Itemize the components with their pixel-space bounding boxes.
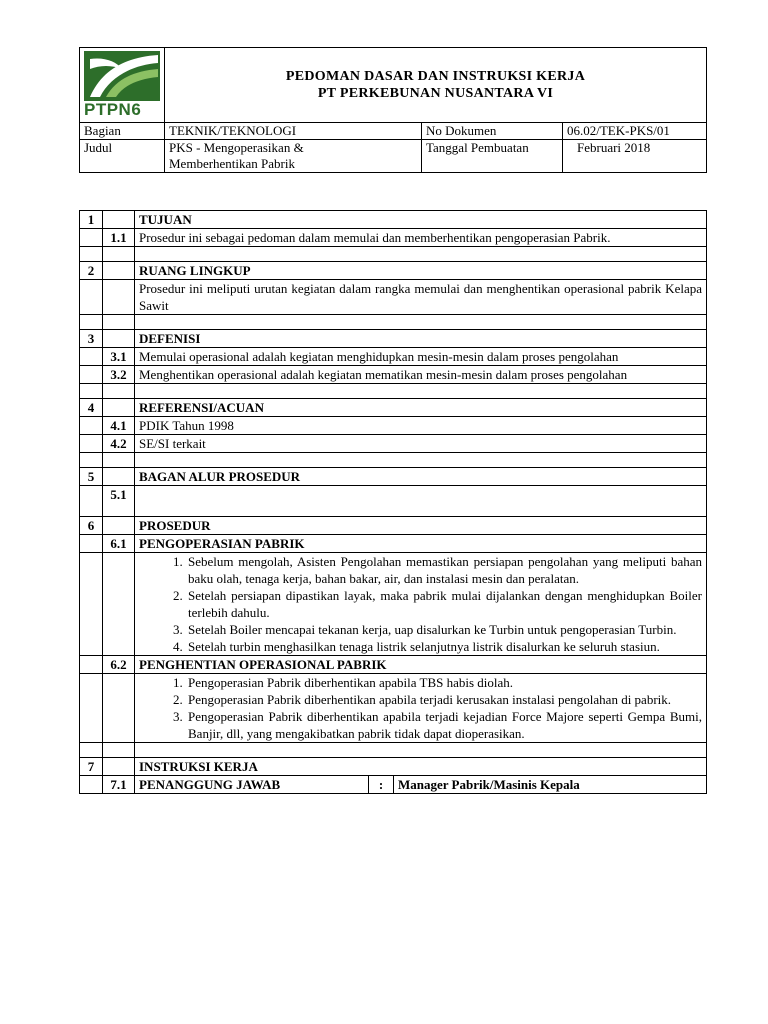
- subsection-number: 7.1: [103, 776, 135, 794]
- judul-value: [165, 140, 422, 173]
- judul-line-1: PKS - Mengoperasikan &: [169, 140, 304, 155]
- section-number: 3: [80, 330, 103, 348]
- logo-emblem-icon: [82, 49, 162, 103]
- section-title: INSTRUKSI KERJA: [135, 758, 707, 776]
- subsection-number: 3.1: [103, 348, 135, 366]
- subsection-number: 6.2: [103, 656, 135, 674]
- bagan-alur-content: [135, 486, 707, 517]
- subsection-number: 4.1: [103, 417, 135, 435]
- company-logo-cell: [80, 48, 165, 123]
- list-item: 4. Setelah turbin menghasilkan tenaga listrik selanjutnya listrik disalurkan ke seluruh stasiun.: [186, 638, 702, 655]
- no-dokumen-value: 06.02/TEK-PKS/01: [563, 123, 707, 140]
- colon-separator: :: [369, 776, 394, 794]
- section-title: DEFENISI: [135, 330, 707, 348]
- section-title: BAGAN ALUR PROSEDUR: [135, 468, 707, 486]
- penanggung-jawab-label: PENANGGUNG JAWAB: [135, 776, 369, 794]
- section-row: [80, 211, 707, 229]
- document-header-table: [79, 47, 707, 173]
- subsection-number: 6.1: [103, 535, 135, 553]
- document-title: [165, 48, 707, 123]
- bagian-label: Bagian: [80, 123, 165, 140]
- tanggal-value: Februari 2018: [563, 140, 707, 173]
- title-line-1: PEDOMAN DASAR DAN INSTRUKSI KERJA: [285, 69, 586, 84]
- section-number: 4: [80, 399, 103, 417]
- section-number: 5: [80, 468, 103, 486]
- list-item: 2. Setelah persiapan dipastikan layak, maka pabrik mulai dijalankan dengan menghidupkan Boiler terlebih dahulu.: [186, 587, 702, 621]
- ruang-lingkup-text: Prosedur ini meliputi urutan kegiatan dalam rangka memulai dan menghentikan operasional pabrik Kelapa Sawit: [135, 280, 707, 315]
- subsection-number: 1.1: [103, 229, 135, 247]
- list-item: 2. Pengoperasian Pabrik diberhentikan apabila terjadi kerusakan instalasi pengolahan di pabrik.: [186, 691, 702, 708]
- subsection-title: PENGHENTIAN OPERASIONAL PABRIK: [135, 656, 707, 674]
- section-title: REFERENSI/ACUAN: [135, 399, 707, 417]
- bagian-value: TEKNIK/TEKNOLOGI: [165, 123, 422, 140]
- list-item: 1. Sebelum mengolah, Asisten Pengolahan memastikan persiapan pengolahan yang meliputi bahan baku olah, tenaga kerja, bahan bakar, air, dan instalasi mesin dan peralatan.: [186, 553, 702, 587]
- subsection-number: 4.2: [103, 435, 135, 453]
- section-number: 2: [80, 262, 103, 280]
- list-item: 1. Pengoperasian Pabrik diberhentikan apabila TBS habis diolah.: [186, 674, 702, 691]
- subsection-text: PDIK Tahun 1998: [135, 417, 707, 435]
- ptpn6-logo: [82, 49, 162, 121]
- section-title: RUANG LINGKUP: [135, 262, 707, 280]
- list-item: 3. Setelah Boiler mencapai tekanan kerja, uap disalurkan ke Turbin untuk pengoperasian Turbin.: [186, 621, 702, 638]
- procedure-table: [79, 210, 707, 794]
- tanggal-label: Tanggal Pembuatan: [422, 140, 563, 173]
- title-line-2: PT PERKEBUNAN NUSANTARA VI: [317, 86, 554, 101]
- penghentian-steps: [135, 674, 707, 743]
- subsection-number: 3.2: [103, 366, 135, 384]
- section-number: 1: [80, 211, 103, 229]
- penanggung-jawab-value: Manager Pabrik/Masinis Kepala: [394, 776, 707, 794]
- subsection-text: SE/SI terkait: [135, 435, 707, 453]
- list-item: 3. Pengoperasian Pabrik diberhentikan apabila terjadi kejadian Force Majore seperti Gempa Bumi, Banjir, dll, yang mengakibatkan pabrik tidak dapat dioperasikan.: [186, 708, 702, 742]
- judul-line-2: Memberhentikan Pabrik: [169, 156, 295, 171]
- judul-label: Judul: [80, 140, 165, 173]
- subsection-title: PENGOPERASIAN PABRIK: [135, 535, 707, 553]
- section-title: TUJUAN: [135, 211, 707, 229]
- logo-text: PTPN6: [84, 100, 142, 119]
- section-number: 7: [80, 758, 103, 776]
- subsection-number: 5.1: [103, 486, 135, 517]
- subsection-text: Prosedur ini sebagai pedoman dalam memulai dan memberhentikan pengoperasian Pabrik.: [135, 229, 707, 247]
- subsection-text: Menghentikan operasional adalah kegiatan mematikan mesin-mesin dalam proses pengolahan: [135, 366, 707, 384]
- section-number: 6: [80, 517, 103, 535]
- section-title: PROSEDUR: [135, 517, 707, 535]
- no-dokumen-label: No Dokumen: [422, 123, 563, 140]
- pengoperasian-steps: [135, 553, 707, 656]
- subsection-text: Memulai operasional adalah kegiatan menghidupkan mesin-mesin dalam proses pengolahan: [135, 348, 707, 366]
